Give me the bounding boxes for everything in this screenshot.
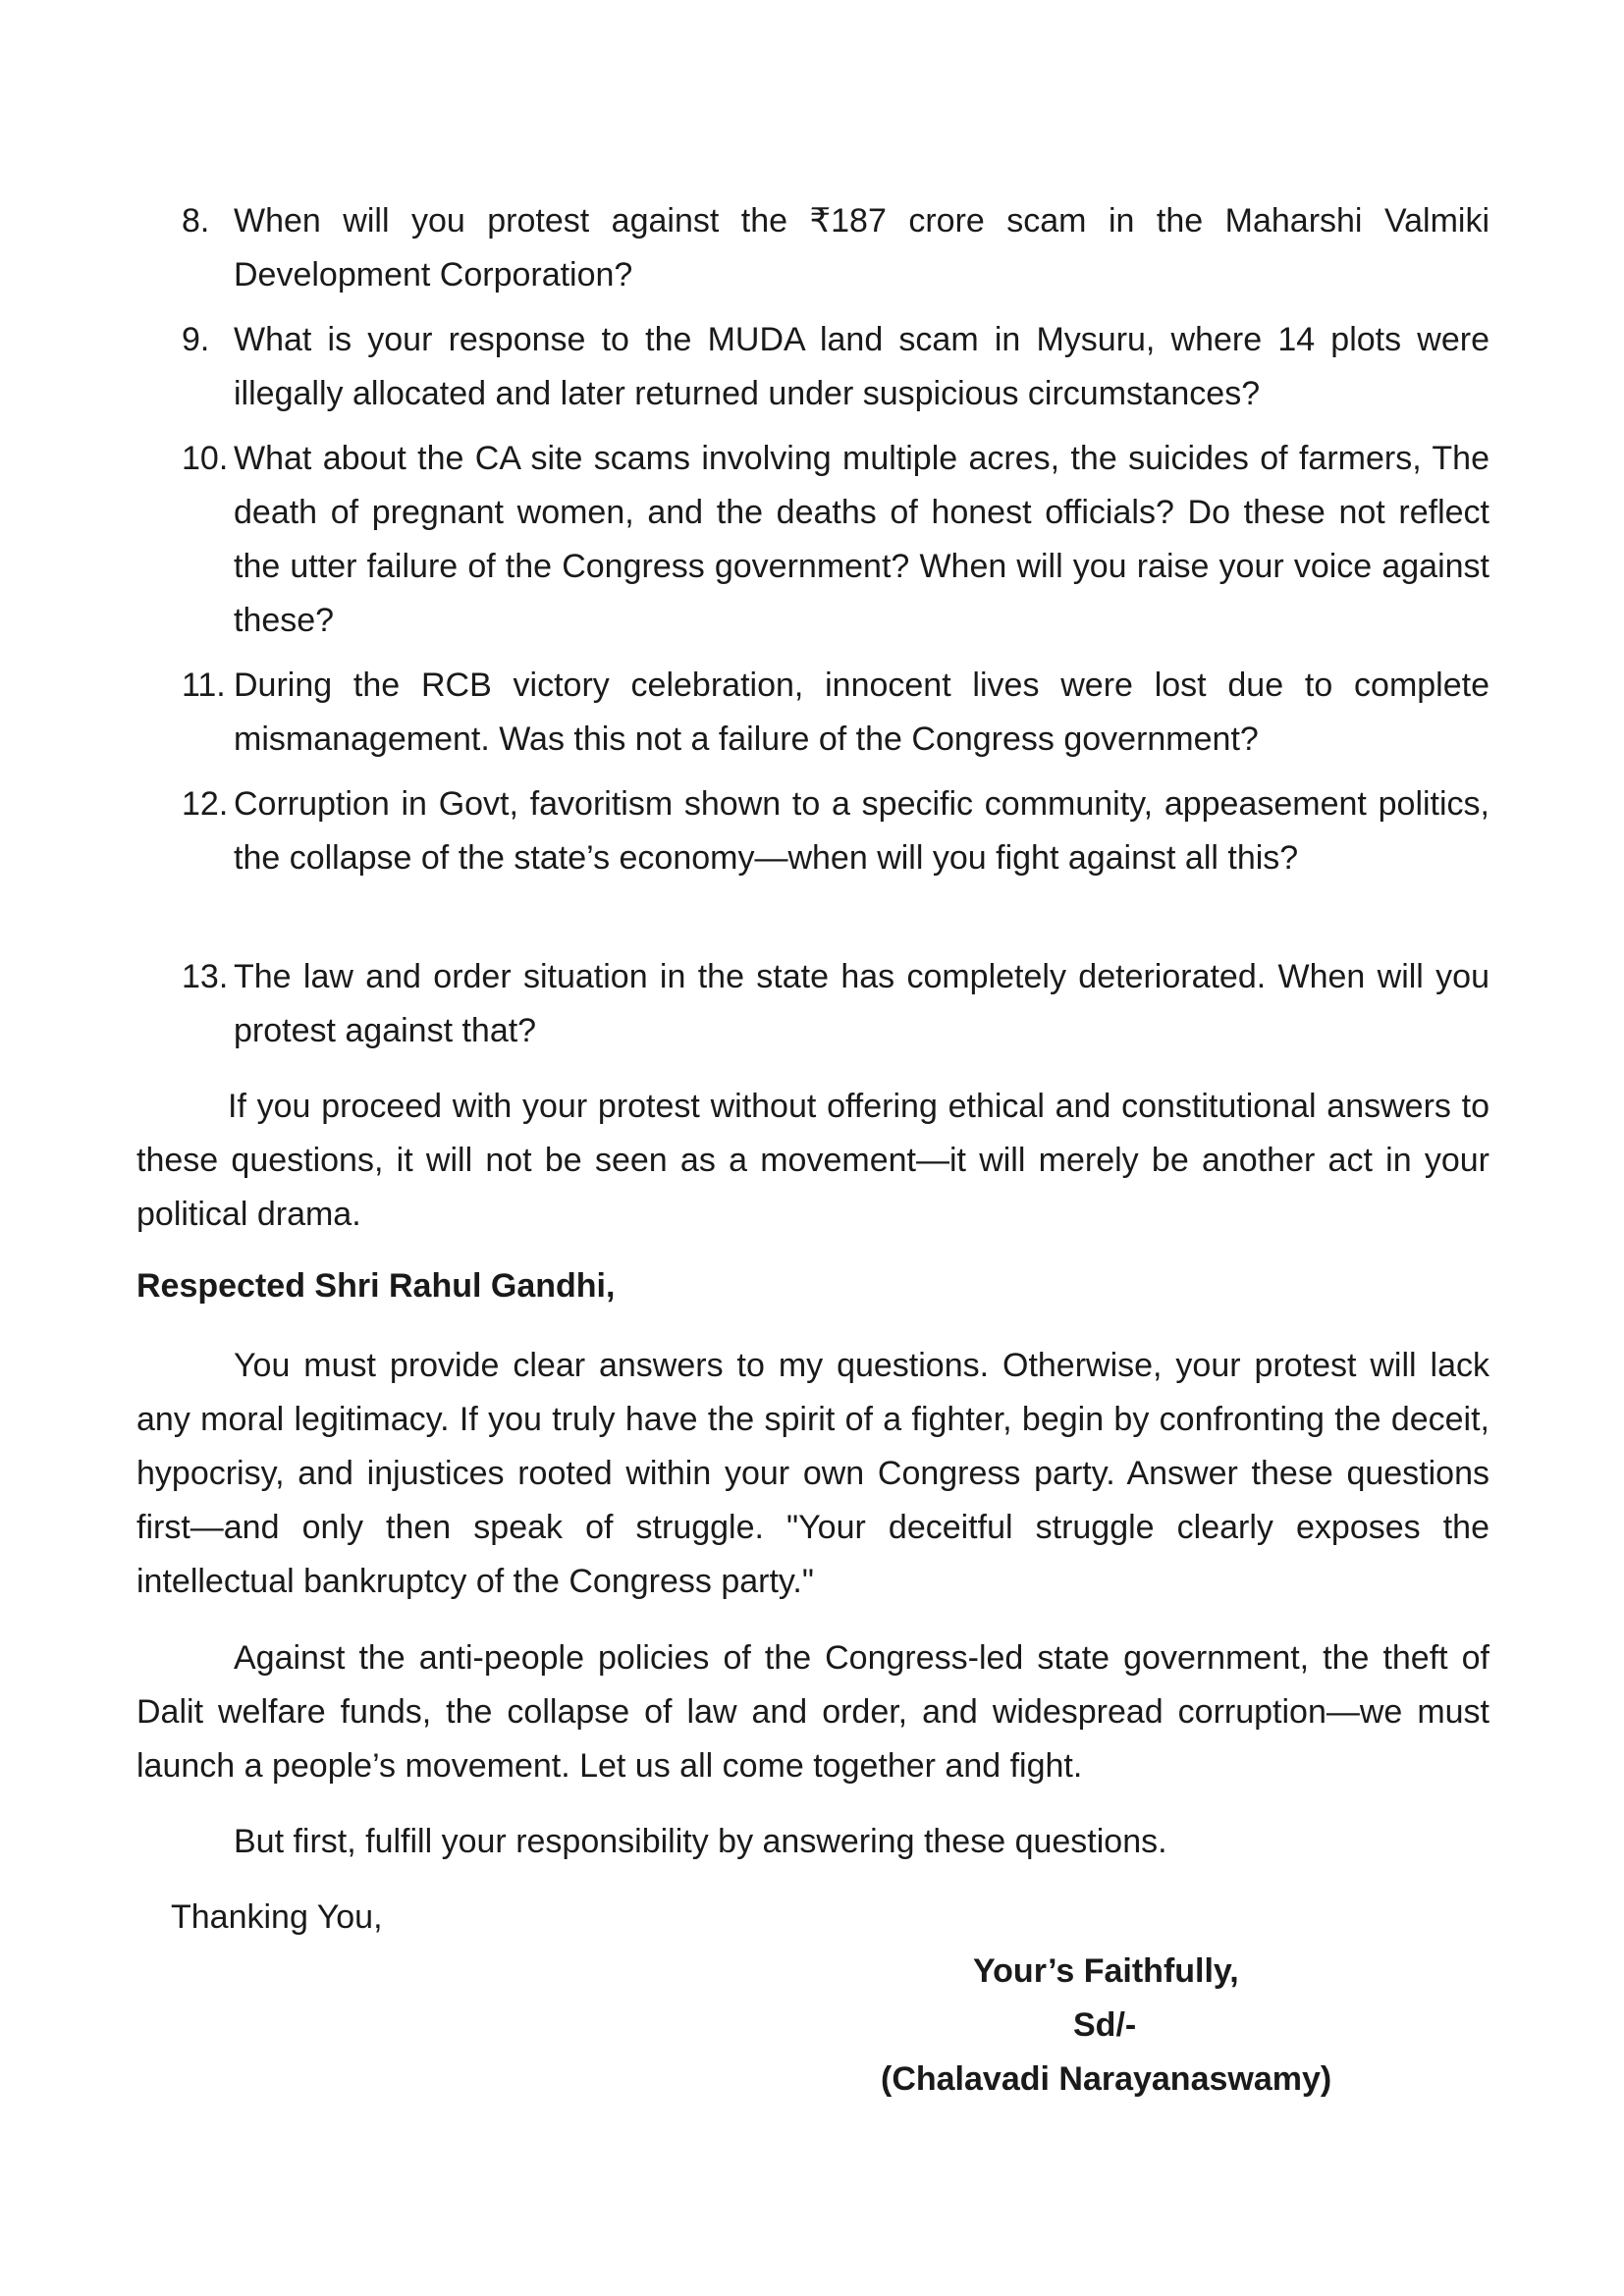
question-item — [182, 659, 1489, 767]
question-text: What about the CA site scams involving multiple acres, the suicides of farmers, The death of pregnant women, and the deaths of honest officials? Do these not reflect the utter failure of the Congress government? When will you raise your voice against these? — [234, 440, 1489, 639]
question-text: Corruption in Govt, favoritism shown to a specific community, appeasement politics, the collapse of the state’s economy—when will you fight against all this? — [234, 785, 1489, 877]
question-text: What is your response to the MUDA land scam in Mysuru, where 14 plots were illegally allocated and later returned under suspicious circumstances? — [234, 321, 1489, 412]
question-number: 10. — [182, 440, 229, 477]
question-number: 12. — [182, 785, 229, 823]
salutation: Respected Shri Rahul Gandhi, — [136, 1267, 616, 1305]
question-text: The law and order situation in the state has completely deteriorated. When will you protest against that? — [234, 958, 1489, 1049]
question-number: 13. — [182, 958, 229, 995]
question-item — [182, 194, 1489, 302]
question-number: 9. — [182, 321, 210, 358]
question-item — [182, 950, 1489, 1058]
paragraph-1: If you proceed with your protest without offering ethical and constitutional answers to these questions, it will not be seen as a movement—it will merely be another act in your political drama. — [136, 1088, 1489, 1233]
question-number: 8. — [182, 202, 210, 240]
paragraph-3: Against the anti-people policies of the Congress-led state government, the theft of Dalit welfare funds, the collapse of law and order, and widespread corruption—we must launch a people’s movement. Let us all come together and fight. — [136, 1639, 1489, 1785]
signature-name: (Chalavadi Narayanaswamy) — [881, 2060, 1332, 2098]
question-item — [182, 777, 1489, 885]
question-item — [182, 432, 1489, 648]
question-text: During the RCB victory celebration, innocent lives were lost due to complete mismanagement. Was this not a failure of the Congress government? — [234, 667, 1489, 758]
closing-line: Thanking You, — [171, 1898, 383, 1936]
signature-valediction: Your’s Faithfully, — [973, 1952, 1239, 1990]
question-number: 11. — [182, 667, 226, 704]
signature-sd: Sd/- — [1073, 2006, 1137, 2044]
question-item — [182, 313, 1489, 421]
question-text: When will you protest against the ₹187 crore scam in the Maharshi Valmiki Development Corporation? — [234, 202, 1489, 294]
paragraph-2: You must provide clear answers to my questions. Otherwise, your protest will lack any moral legitimacy. If you truly have the spirit of a fighter, begin by confronting the deceit, hypocrisy, and injustices rooted within your own Congress party. Answer these questions first—and only then speak of struggle. "Your deceitful struggle clearly exposes the intellectual bankruptcy of the Congress party." — [136, 1347, 1489, 1600]
paragraph-4: But first, fulfill your responsibility by answering these questions. — [234, 1823, 1167, 1860]
